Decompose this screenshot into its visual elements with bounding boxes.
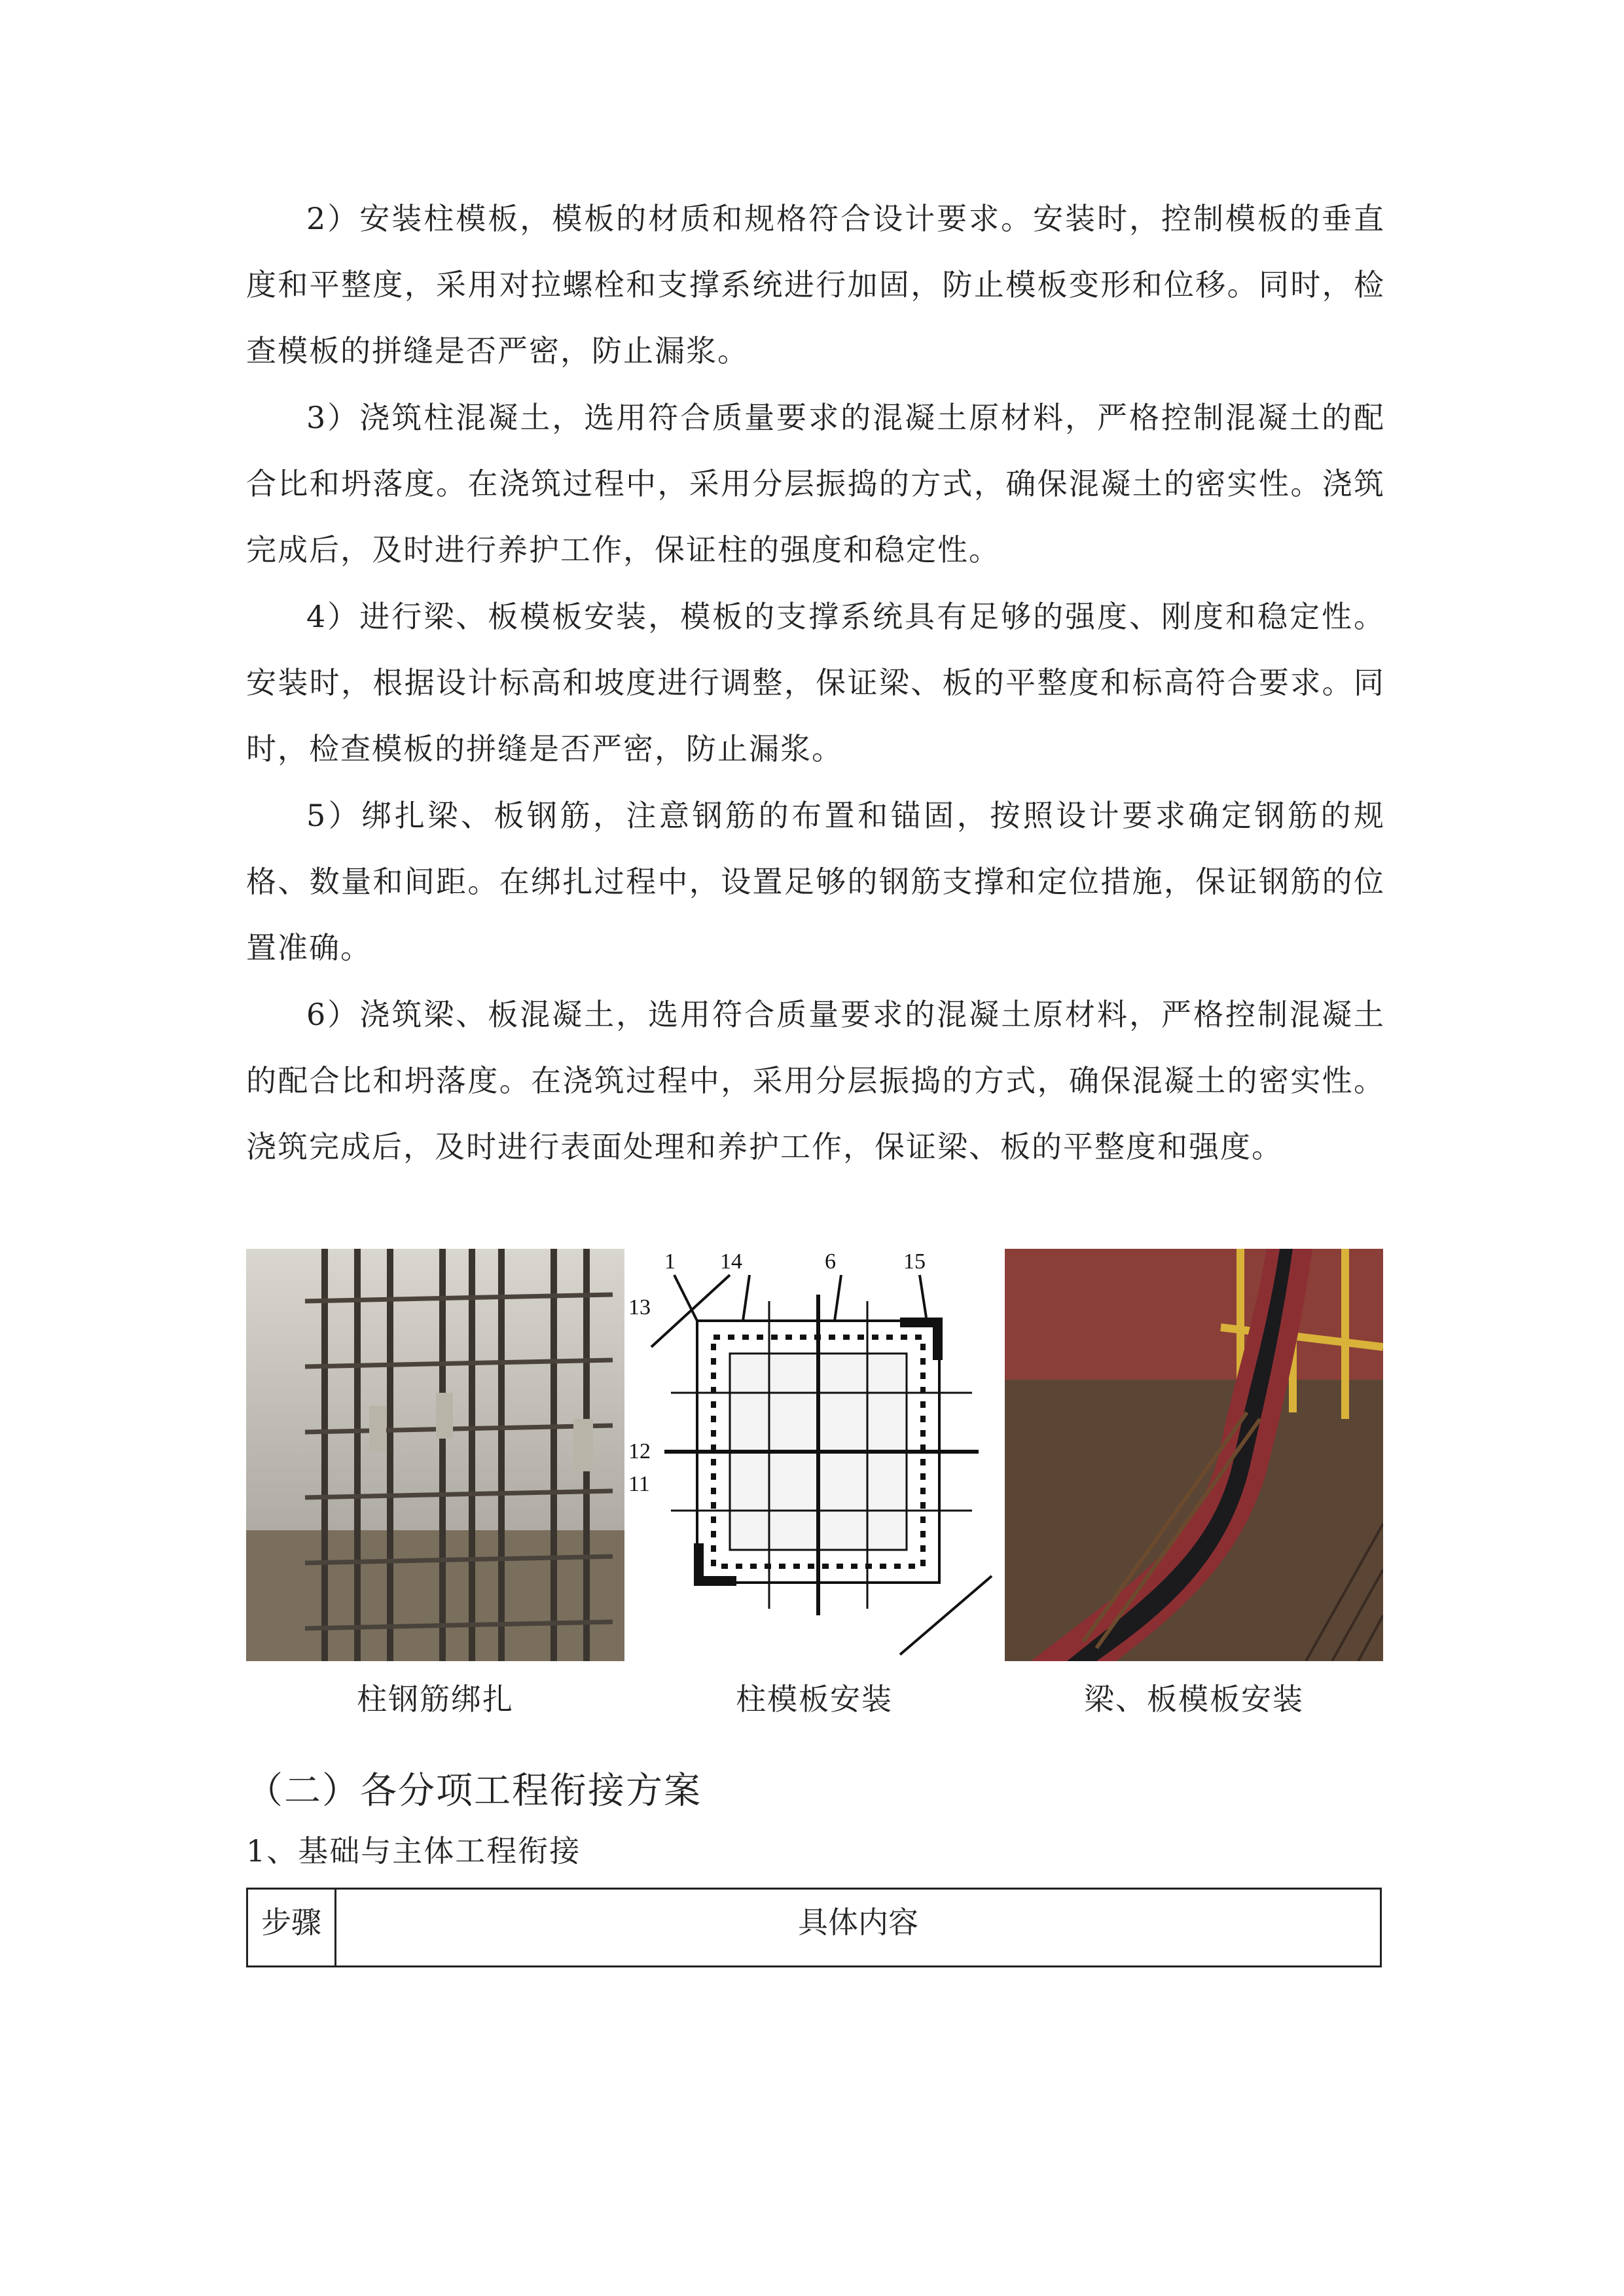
photo-beam-slab-formwork-illustration	[1005, 1249, 1383, 1661]
photo-column-rebar-illustration	[246, 1249, 624, 1661]
caption-column-rebar: 柱钢筋绑扎	[357, 1681, 514, 1717]
steps-table	[246, 1888, 1382, 1967]
photo-beam-slab-formwork	[1005, 1249, 1383, 1661]
table-header-step: 步骤	[247, 1889, 336, 1967]
paragraph-step-3: 3）浇筑柱混凝土，选用符合质量要求的混凝土原材料，严格控制混凝土的配合比和坍落度。在浇筑过程中，采用分层振捣的方式，确保混凝土的密实性。浇筑完成后，及时进行养护工作，保证柱的强度和稳定性。	[246, 400, 1385, 567]
diagram-label: 14	[720, 1249, 742, 1274]
diagram-column-formwork-drawing	[625, 1249, 1003, 1661]
diagram-column-formwork	[625, 1249, 1003, 1661]
paragraph-step-2: 2）安装柱模板，模板的材质和规格符合设计要求。安装时，控制模板的垂直度和平整度，采用对拉螺栓和支撑系统进行加固，防止模板变形和位移。同时，检查模板的拼缝是否严密，防止漏浆。	[246, 201, 1385, 368]
table-header-row	[247, 1889, 1381, 1967]
photo-column-rebar	[246, 1249, 624, 1661]
caption-beam-slab-formwork: 梁、板模板安装	[1084, 1681, 1304, 1717]
subsection-title: 1、基础与主体工程衔接	[246, 1833, 581, 1869]
caption-column-formwork: 柱模板安装	[736, 1681, 893, 1717]
paragraph-step-4: 4）进行梁、板模板安装，模板的支撑系统具有足够的强度、刚度和稳定性。安装时，根据设计标高和坡度进行调整，保证梁、板的平整度和标高符合要求。同时，检查模板的拼缝是否严密，防止漏浆。	[246, 599, 1385, 766]
table-header-content: 具体内容	[336, 1889, 1381, 1967]
diagram-label: 1	[664, 1249, 676, 1274]
paragraph-step-6: 6）浇筑梁、板混凝土，选用符合质量要求的混凝土原材料，严格控制混凝土的配合比和坍落度。在浇筑过程中，采用分层振捣的方式，确保混凝土的密实性。浇筑完成后，及时进行表面处理和养护工作，保证梁、板的平整度和强度。	[246, 997, 1385, 1164]
diagram-label: 12	[628, 1439, 651, 1463]
diagram-label: 11	[628, 1472, 650, 1496]
section-title: （二）各分项工程衔接方案	[246, 1770, 702, 1812]
diagram-label: 6	[825, 1249, 836, 1274]
diagram-label: 13	[628, 1295, 651, 1319]
paragraph-step-5: 5）绑扎梁、板钢筋，注意钢筋的布置和锚固，按照设计要求确定钢筋的规格、数量和间距。在绑扎过程中，设置足够的钢筋支撑和定位措施，保证钢筋的位置准确。	[246, 798, 1385, 965]
diagram-label: 15	[903, 1249, 926, 1274]
